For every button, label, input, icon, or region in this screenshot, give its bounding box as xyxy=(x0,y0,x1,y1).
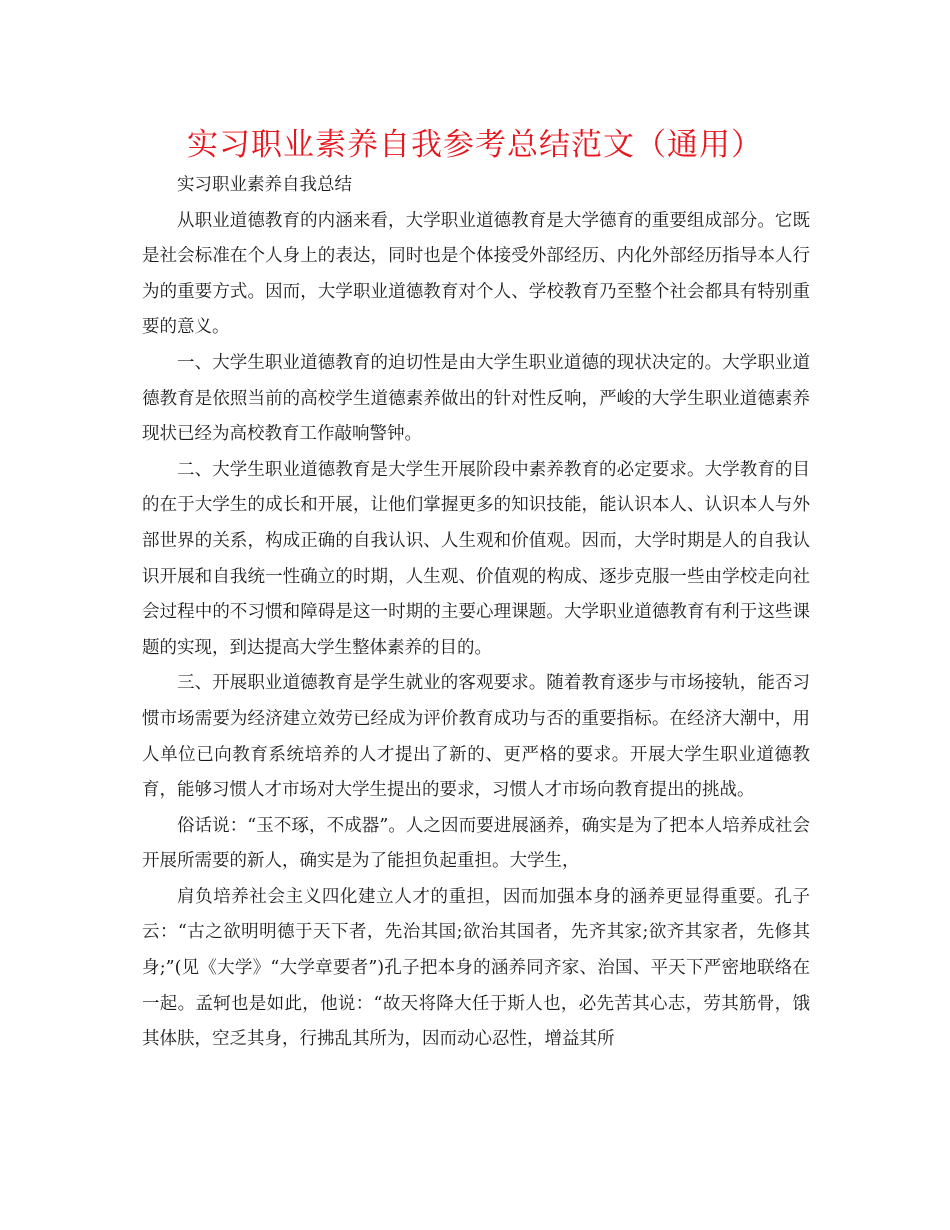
document-title: 实习职业素养自我参考总结范文（通用） xyxy=(187,127,763,163)
paragraph-point-three: 三、开展职业道德教育是学生就业的客观要求。随着教育逐步与市场接轨，能否习惯市场需要为经济建立效劳已经成为评价教育成功与否的重要指标。在经济大潮中，用人单位已向教育系统培养的人才提出了新的、更严格的要求。开展大学生职业道德教育，能够习惯人才市场对大学生提出的要求，习惯人才市场向教育提出的挑战。 xyxy=(142,673,810,801)
paragraph-intro: 从职业道德教育的内涵来看，大学职业道德教育是大学德育的重要组成部分。它既是社会标准在个人身上的表达，同时也是个体接受外部经历、内化外部经历指导本人行为的重要方式。因而，大学职业道德教育对个人、学校教育乃至整个社会都具有特别重要的意义。 xyxy=(142,210,810,338)
document-body xyxy=(142,168,810,1058)
paragraph-point-one: 一、大学生职业道德教育的迫切性是由大学生职业道德的现状决定的。大学职业道德教育是依照当前的高校学生道德素养做出的针对性反响，严峻的大学生职业道德素养现状已经为高校教育工作敲响警钟。 xyxy=(142,352,810,445)
document-subtitle: 实习职业素养自我总结 xyxy=(177,175,352,195)
paragraph-confucius: 肩负培养社会主义四化建立人才的重担，因而加强本身的涵养更显得重要。孔子云：“古之欲明明德于天下者，先治其国;欲治其国者，先齐其家;欲齐其家者，先修其身;”(见《大学》“大学章要者”)孔子把本身的涵养同齐家、治国、平天下严密地联络在一起。孟轲也是如此，他说：“故天将降大任于斯人也，必先苦其心志，劳其筋骨，饿其体肤，空乏其身，行拂乱其所为，因而动心忍性，增益其所 xyxy=(142,886,810,1050)
paragraph-proverb: 俗话说：“玉不琢，不成器”。人之因而要进展涵养，确实是为了把本人培养成社会开展所需要的新人，确实是为了能担负起重担。大学生， xyxy=(142,815,810,872)
paragraph-point-two: 二、大学生职业道德教育是大学生开展阶段中素养教育的必定要求。大学教育的目的在于大学生的成长和开展，让他们掌握更多的知识技能，能认识本人、认识本人与外部世界的关系，构成正确的自我认识、人生观和价值观。因而，大学时期是人的自我认识开展和自我统一性确立的时期，人生观、价值观的构成、逐步克服一些由学校走向社会过程中的不习惯和障碍是这一时期的主要心理课题。大学职业道德教育有利于这些课题的实现，到达提高大学生整体素养的目的。 xyxy=(142,459,810,658)
